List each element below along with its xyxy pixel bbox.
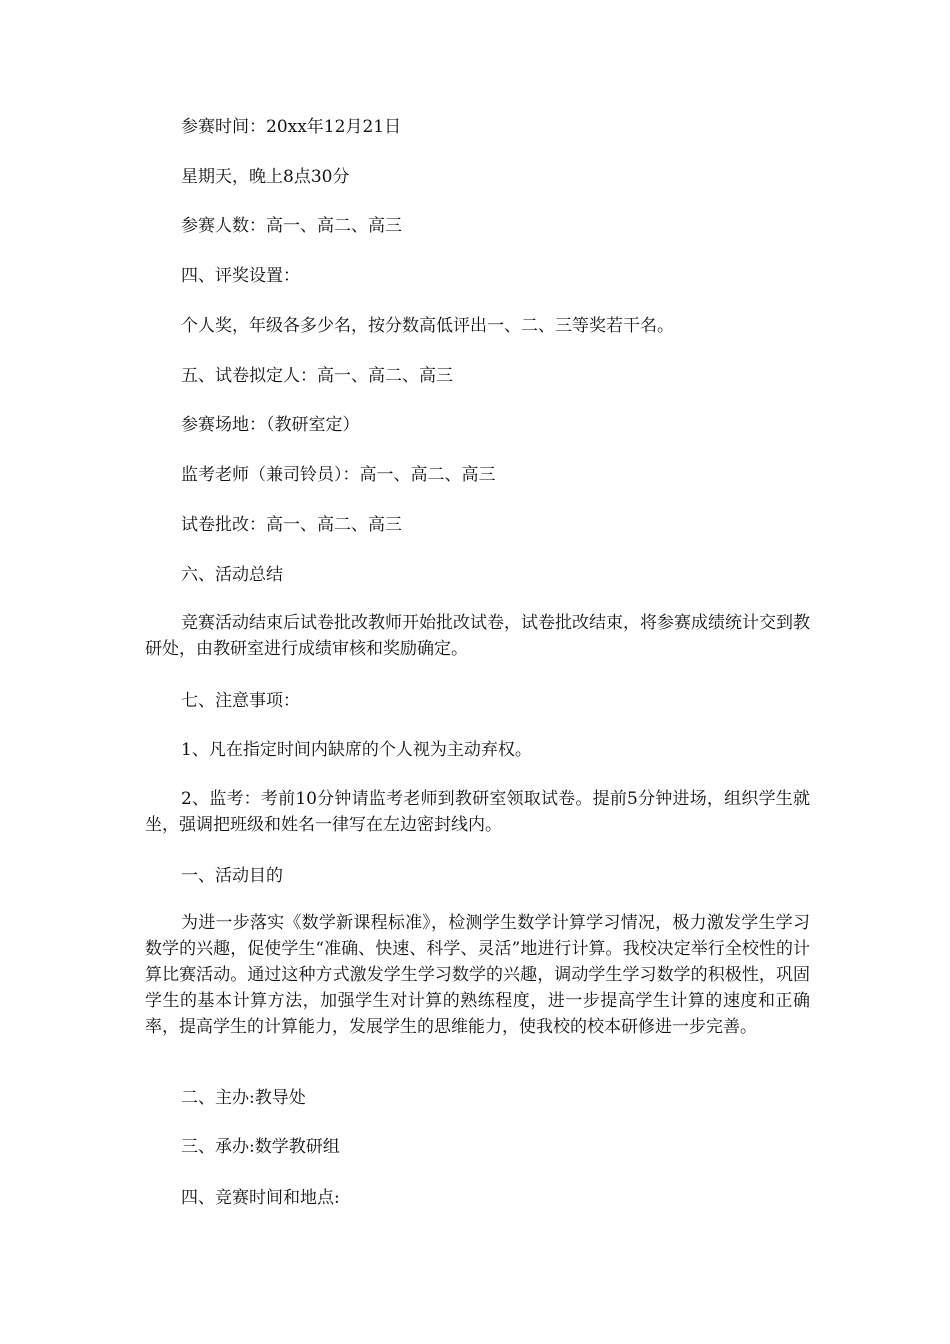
section-heading-purpose: 一、活动目的 bbox=[181, 866, 283, 886]
paragraph-purpose: 为进一步落实《数学新课程标准》，检测学生数学计算学习情况，极力激发学生学习数学的兴趣，促使学生“准确、快速、科学、灵活”地进行计算。我校决定举行全校性的计算比赛活动。通过这种方式激发学生学习数学的兴趣，调动学生学习数学的积极性，巩固学生的基本计算方法，加强学生对计算的熟练程度，进一步提高学生计算的速度和正确率，提高学生的计算能力，发展学生的思维能力，使我校的校本研修进一步完善。 bbox=[145, 913, 810, 1037]
paragraph-venue: 参赛场地：（教研室定） bbox=[181, 415, 360, 435]
section-heading-awards: 四、评奖设置： bbox=[181, 266, 300, 286]
paragraph-organizer: 二、主办:教导处 bbox=[181, 1088, 306, 1108]
paragraph-weekday-time: 星期天，晚上8点30分 bbox=[181, 167, 350, 187]
paragraph-summary: 竞赛活动结束后试卷批改教师开始批改试卷，试卷批改结束，将参赛成绩统计交到教研处，由教研室进行成绩审核和奖励确定。 bbox=[145, 613, 810, 659]
paragraph-grading: 试卷批改：高一、高二、高三 bbox=[181, 515, 402, 535]
paragraph-paper-authors: 五、试卷拟定人：高一、高二、高三 bbox=[181, 366, 453, 386]
paragraph-contest-time: 参赛时间：20xx年12月21日 bbox=[181, 117, 402, 137]
paragraph-participants: 参赛人数：高一、高二、高三 bbox=[181, 216, 402, 236]
paragraph-note-2: 2、监考：考前10分钟请监考老师到教研室领取试卷。提前5分钟进场，组织学生就坐，强调把班级和姓名一律写在左边密封线内。 bbox=[145, 789, 810, 835]
paragraph-proctors: 监考老师（兼司铃员）：高一、高二、高三 bbox=[181, 465, 496, 485]
section-heading-notes: 七、注意事项： bbox=[181, 691, 300, 711]
paragraph-co-organizer: 三、承办:数学教研组 bbox=[181, 1137, 340, 1157]
section-heading-summary: 六、活动总结 bbox=[181, 565, 283, 585]
paragraph-individual-awards: 个人奖，年级各多少名，按分数高低评出一、二、三等奖若干名。 bbox=[181, 316, 674, 336]
section-heading-time-place: 四、竞赛时间和地点: bbox=[181, 1188, 340, 1208]
paragraph-note-1: 1、凡在指定时间内缺席的个人视为主动弃权。 bbox=[181, 740, 532, 760]
